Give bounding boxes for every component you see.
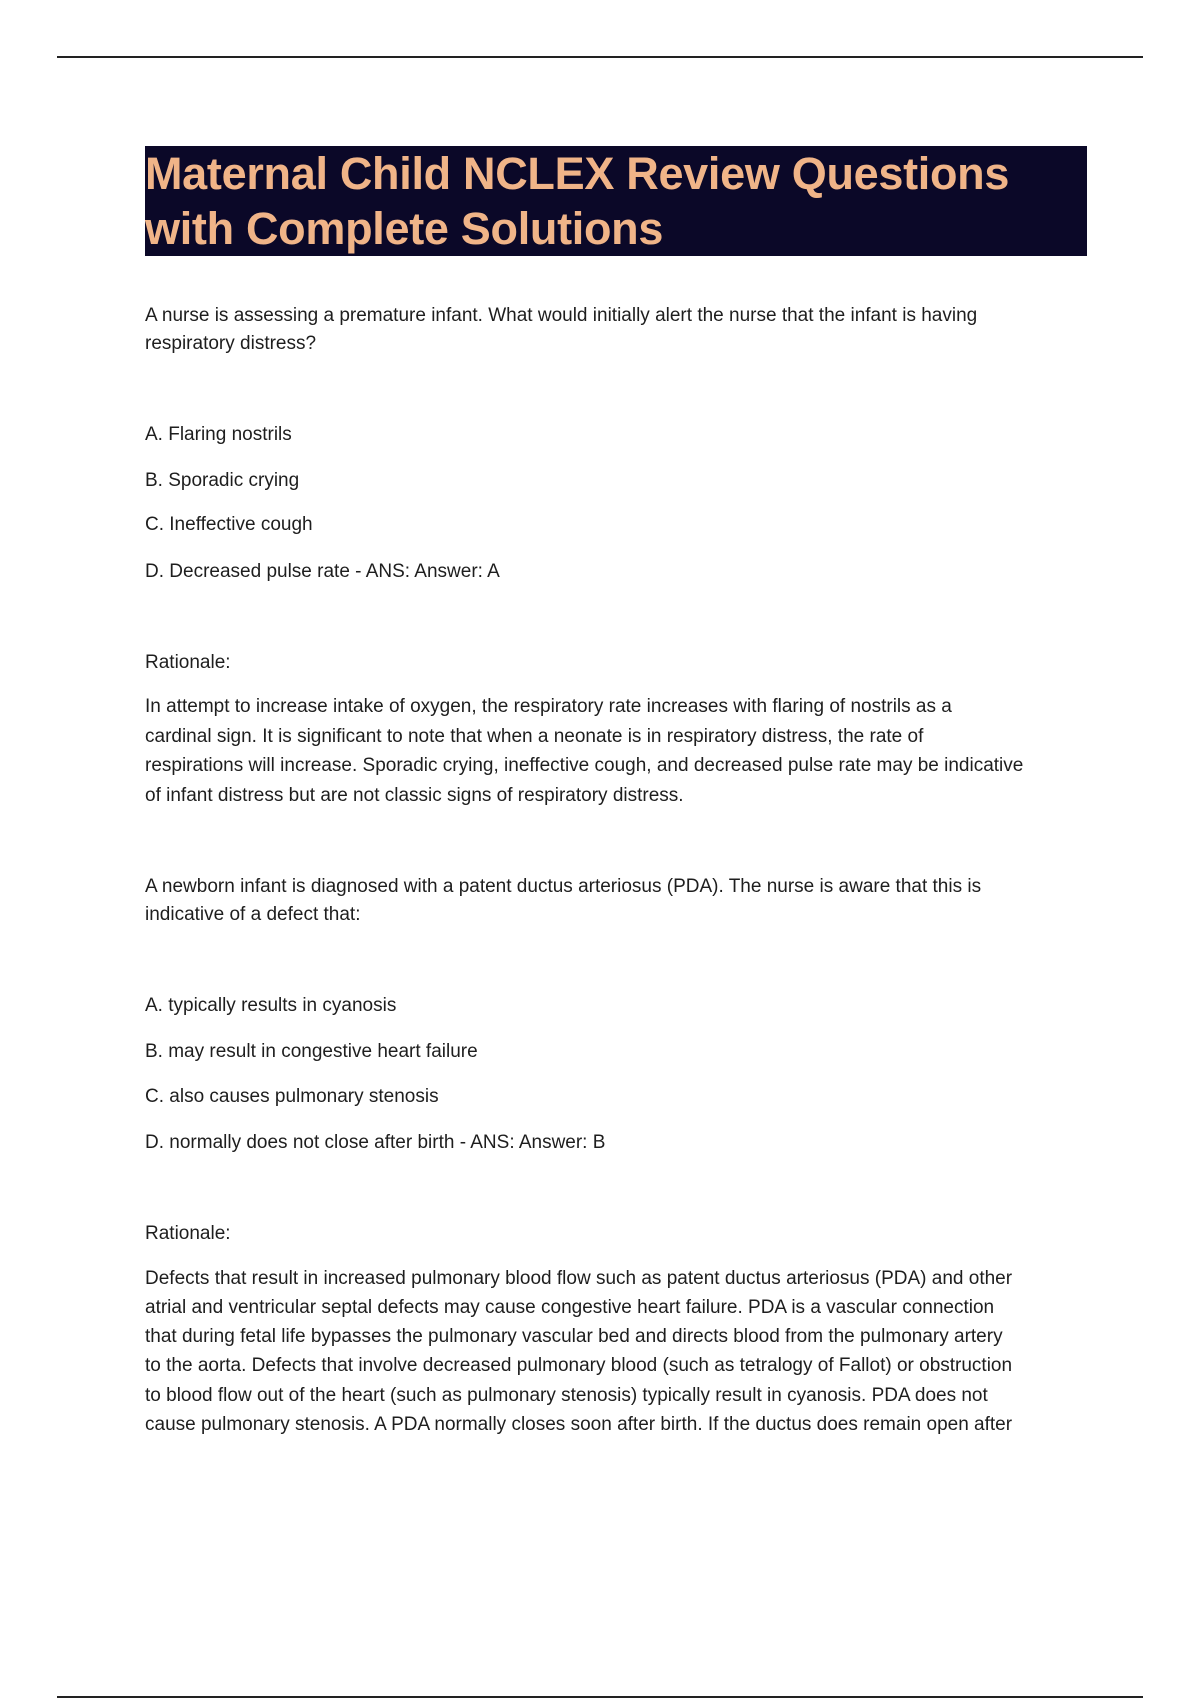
question-2-rationale: to blood flow out of the heart (such as pulmonary stenosis) typically result in cyanosis. PDA does not [145,1385,988,1406]
question-1-rationale: In attempt to increase intake of oxygen, the respiratory rate increases with flaring of nostrils as a [145,696,952,717]
question-1-rationale: of infant distress but are not classic signs of respiratory distress. [145,785,684,806]
question-2-rationale: Defects that result in increased pulmonary blood flow such as patent ductus arteriosus (PDA) and other [145,1268,1013,1289]
question-1-option-d: D. Decreased pulse rate - ANS: Answer: A [145,561,500,582]
question-2-option-c: C. also causes pulmonary stenosis [145,1086,439,1107]
question-1-option-a: A. Flaring nostrils [145,424,292,445]
question-2-rationale-label: Rationale: [145,1223,231,1244]
footer-rule [57,1696,1143,1698]
question-2-option-a: A. typically results in cyanosis [145,995,397,1016]
question-2-rationale: atrial and ventricular septal defects may cause congestive heart failure. PDA is a vascular connection [145,1297,995,1318]
question-2-option-b: B. may result in congestive heart failure [145,1041,478,1062]
question-1-option-b: B. Sporadic crying [145,470,300,491]
title-line-1: Maternal Child NCLEX Review Questions [145,148,1010,199]
question-1-stem: respiratory distress? [145,333,317,354]
header-rule [57,56,1143,58]
question-2-rationale: cause pulmonary stenosis. A PDA normally closes soon after birth. If the ductus does remain open after [145,1414,1013,1435]
question-2-stem: indicative of a defect that: [145,904,361,925]
question-1-rationale: respirations will increase. Sporadic crying, ineffective cough, and decreased pulse rate may be indicative [145,755,1024,776]
question-2-rationale: to the aorta. Defects that involve decreased pulmonary blood (such as tetralogy of Fallot) or obstruction [145,1355,1013,1376]
question-1-stem: A nurse is assessing a premature infant. What would initially alert the nurse that the infant is having [145,305,978,326]
question-1-rationale: cardinal sign. It is significant to note that when a neonate is in respiratory distress, the rate of [145,726,924,747]
title-line-2: with Complete Solutions [145,203,664,254]
question-2-option-d: D. normally does not close after birth - ANS: Answer: B [145,1132,606,1153]
question-2-stem: A newborn infant is diagnosed with a patent ductus arteriosus (PDA). The nurse is aware that this is [145,876,982,897]
question-1-rationale-label: Rationale: [145,652,231,673]
question-2-rationale: that during fetal life bypasses the pulmonary vascular bed and directs blood from the pulmonary artery [145,1326,1003,1347]
document-title [145,146,1087,256]
question-1-option-c: C. Ineffective cough [145,514,313,535]
